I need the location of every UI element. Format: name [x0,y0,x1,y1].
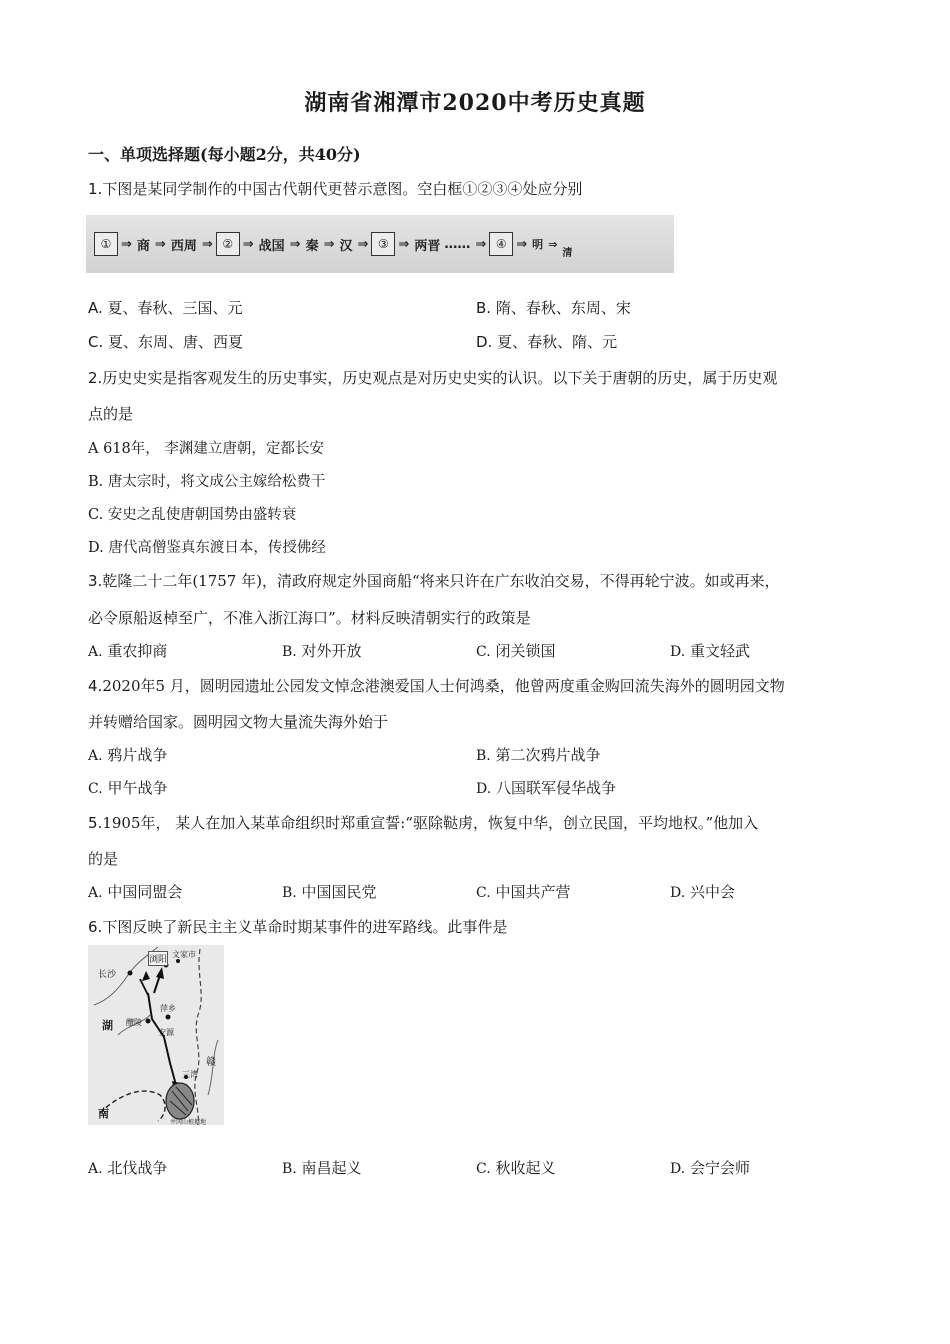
dynasty-qin: 秦 [305,238,319,254]
q6-option-a[interactable]: A. 北伐战争 [88,1159,168,1177]
section-heading: 一、单项选择题(每小题2分，共40分) [88,145,361,164]
question-number: 4. [88,677,103,695]
q1-option-a[interactable]: A. 夏、春秋、三国、元 [88,299,243,317]
question-4-line-1: 4.2020年5 月，圆明园遗址公园发文悼念港澳爱国人士何鸿桑，他曾两度重金购回流失海外的圆明园文物 [88,677,785,695]
arrow-icon: ⇒ [201,236,213,252]
q6-option-c[interactable]: C. 秋收起义 [476,1159,556,1177]
q1-option-c[interactable]: C. 夏、东周、唐、西夏 [88,333,244,351]
q1-option-b[interactable]: B. 隋、春秋、东周、宋 [476,299,631,317]
dynasty-flow-chart [86,215,674,273]
question-2-line-2: 点的是 [88,405,134,423]
map-label-liling: 醴陵 [126,1018,142,1027]
ellipsis: …… [444,236,471,252]
q4-option-b[interactable]: B. 第二次鸦片战争 [476,746,601,764]
dynasty-xizhou: 西周 [170,238,197,254]
map-label-gan: 赣 [206,1057,216,1068]
page-title: 湖南省湘潭市2020中考历史真题 [304,90,646,116]
q3-option-d[interactable]: D. 重文轻武 [670,642,750,660]
map-label-pingxiang: 萍乡 [160,1004,176,1013]
q3-option-b[interactable]: B. 对外开放 [282,642,362,660]
arrow-icon: ⇒ [289,236,301,252]
arrow-icon: ⇒ [357,236,369,252]
q2-option-d[interactable]: D. 唐代高僧鉴真东渡日本，传授佛经 [88,540,326,556]
question-3-line-2: 必令原船返棹至广，不准入浙江海口”。材料反映清朝实行的政策是 [88,609,531,627]
question-number: 2. [88,369,103,387]
question-number: 3. [88,572,103,590]
dynasty-qing: 清 [562,247,573,259]
q2-option-c[interactable]: C. 安史之乱使唐朝国势由盛转衰 [88,507,297,523]
question-5-line-1: 5.1905年， 某人在加入某革命组织时郑重宣誓:“驱除鞑虏，恢复中华，创立民国，平均地权。”他加入 [88,814,759,832]
q5-option-c[interactable]: C. 中国共产营 [476,883,571,901]
arrow-icon: ⇒ [121,236,132,252]
map-label-hu: 湖 [102,1019,113,1032]
q2-option-a[interactable]: A 618年， 李渊建立唐朝，定都长安 [88,441,324,457]
blank-box-3: ③ [371,232,395,256]
q5-option-d[interactable]: D. 兴中会 [670,883,735,901]
question-4-line-2: 并转赠给国家。圆明园文物大量流失海外始于 [88,713,389,731]
dynasty-ming: 明 [532,238,544,251]
q6-option-d[interactable]: D. 会宁会师 [670,1159,750,1177]
dynasty-zhanguo: 战国 [258,238,285,254]
map-label-nan: 南 [98,1107,109,1120]
q6-option-b[interactable]: B. 南昌起义 [282,1159,362,1177]
arrow-icon: ⇒ [323,236,335,252]
q4-option-c[interactable]: C. 甲午战争 [88,779,168,797]
q4-option-a[interactable]: A. 鸦片战争 [88,746,168,764]
dynasty-shang: 商 [136,238,150,254]
question-number: 5. [88,814,103,832]
q5-option-a[interactable]: A. 中国同盟会 [88,883,183,901]
q5-option-b[interactable]: B. 中国国民党 [282,883,377,901]
map-label-anyuan: 安源 [158,1028,174,1037]
dynasty-han: 汉 [339,238,353,254]
arrow-icon: ⇒ [548,237,558,251]
question-1-stem: 下图是某同学制作的中国古代朝代更替示意图。空白框①②③④处应分别 [102,180,583,198]
arrow-icon: ⇒ [475,236,487,252]
q1-option-d[interactable]: D. 夏、春秋、隋、元 [476,333,618,351]
q3-option-a[interactable]: A. 重农抑商 [88,642,168,660]
question-6-text: 6.下图反映了新民主主义革命时期某事件的进军路线。此事件是 [88,918,508,936]
arrow-icon: ⇒ [154,236,166,252]
arrow-icon: ⇒ [242,236,254,252]
question-number: 1. [88,180,103,198]
dynasty-liangjin: 两晋 [414,238,441,254]
map-label-sanwan: 三湾 [182,1070,198,1079]
question-3-line-1: 3.乾隆二十二年(1757 年)，清政府规定外国商船“将来只许在广东收泊交易，不得再轮宁波。如或再来， [88,572,780,590]
question-2-line-1: 2.历史史实是指客观发生的历史事实，历史观点是对历史史实的认识。以下关于唐朝的历史，属于历史观 [88,369,778,387]
arrow-icon: ⇒ [398,236,410,252]
blank-box-1: ① [94,232,118,256]
question-1-text [88,178,582,199]
question-5-line-2: 的是 [88,850,119,868]
map-label-liuyang: 浏阳 [148,951,168,966]
blank-box-4: ④ [489,232,513,256]
map-label-wenjiashi: 文家市 [172,950,196,959]
map-label-jinggangshan: 井冈山根据地 [170,1119,207,1125]
q3-option-c[interactable]: C. 闭关锁国 [476,642,556,660]
march-route-map [88,945,224,1125]
question-number: 6. [88,918,103,936]
blank-box-2: ② [216,232,240,256]
q4-option-d[interactable]: D. 八国联军侵华战争 [476,779,616,797]
map-label-changsha: 长沙 [98,970,117,980]
q2-option-b[interactable]: B. 唐太宗时，将文成公主嫁给松费干 [88,474,326,490]
arrow-icon: ⇒ [516,236,528,252]
